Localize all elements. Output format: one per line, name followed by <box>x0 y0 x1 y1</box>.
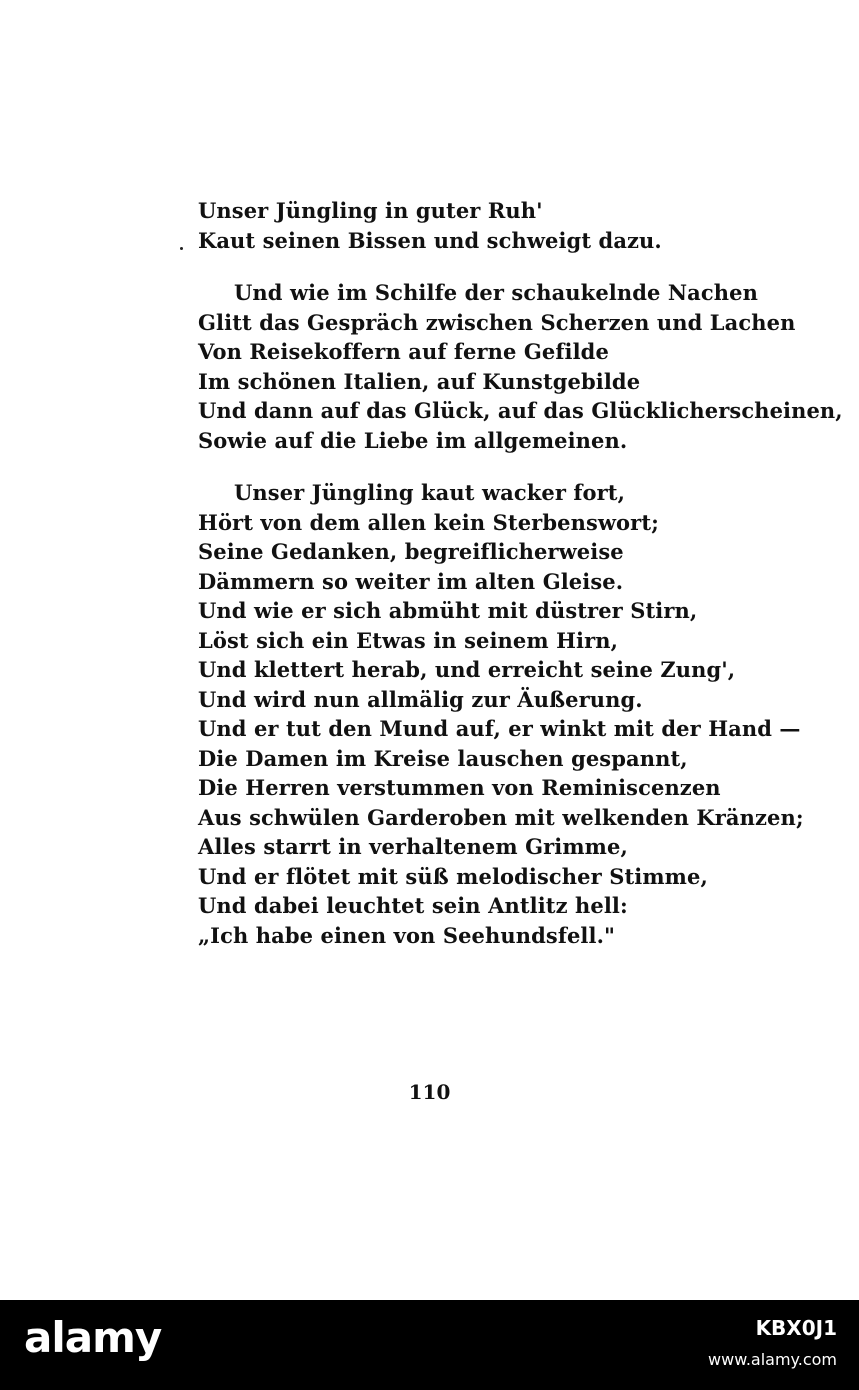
poem-line: Im schönen Italien, auf Kunstgebilde <box>198 368 641 394</box>
poem-line: Hört von dem allen kein Sterbenswort; <box>198 509 659 535</box>
poem-line: Und dabei leuchtet sein Antlitz hell: <box>198 893 628 918</box>
image-id: KBX0J1 <box>755 1316 837 1340</box>
poem-line: Unser Jüngling kaut wacker fort, <box>234 480 626 505</box>
poem-line: Und er tut den Mund auf, er winkt mit der Hand — <box>198 716 801 741</box>
stanza-gap <box>198 455 728 478</box>
watermark-bar <box>0 1300 859 1390</box>
alamy-logo: alamy <box>24 1313 162 1362</box>
stanza-3 <box>198 478 804 950</box>
poem-line: Löst sich ein Etwas in seinem Hirn, <box>198 627 619 653</box>
stanza-1 <box>198 196 728 255</box>
poem-line: Und dann auf das Glück, auf das Glücklicherscheinen, <box>198 398 843 423</box>
poem <box>198 196 843 950</box>
watermark-url: www.alamy.com <box>708 1350 837 1369</box>
poem-line: Glitt das Gespräch zwischen Scherzen und Lachen <box>198 309 796 335</box>
poem-line: Dämmern so weiter im alten Gleise. <box>198 568 624 594</box>
poem-line: Und er flötet mit süß melodischer Stimme, <box>198 863 708 889</box>
poem-line: Alles starrt in verhaltenem Grimme, <box>198 834 628 859</box>
poem-line: „Ich habe einen von Seehundsfell." <box>198 922 616 948</box>
poem-line: Die Herren verstummen von Reminiscenzen <box>198 775 721 800</box>
poem-line: Und wie er sich abmüht mit düstrer Stirn, <box>198 598 698 623</box>
poem-line: Kaut seinen Bissen und schweigt dazu. <box>198 227 662 253</box>
page-number: 110 <box>408 1080 451 1104</box>
ink-speck <box>180 247 183 250</box>
poem-line: Sowie auf die Liebe im allgemeinen. <box>198 427 628 453</box>
poem-line: Und wird nun allmälig zur Äußerung. <box>198 686 643 712</box>
poem-line: Die Damen im Kreise lauschen gespannt, <box>198 745 688 771</box>
poem-line: Seine Gedanken, begreiflicherweise <box>198 539 624 564</box>
poem-line: Und klettert herab, und erreicht seine Zung', <box>198 657 736 682</box>
poem-line: Aus schwülen Garderoben mit welkenden Kränzen; <box>198 804 804 830</box>
poem-line: Von Reisekoffern auf ferne Gefilde <box>198 339 609 364</box>
poem-line: Unser Jüngling in guter Ruh' <box>198 198 543 223</box>
poem-line: Und wie im Schilfe der schaukelnde Nachen <box>234 280 758 305</box>
stanza-gap <box>198 255 728 278</box>
stanza-2 <box>198 278 843 455</box>
